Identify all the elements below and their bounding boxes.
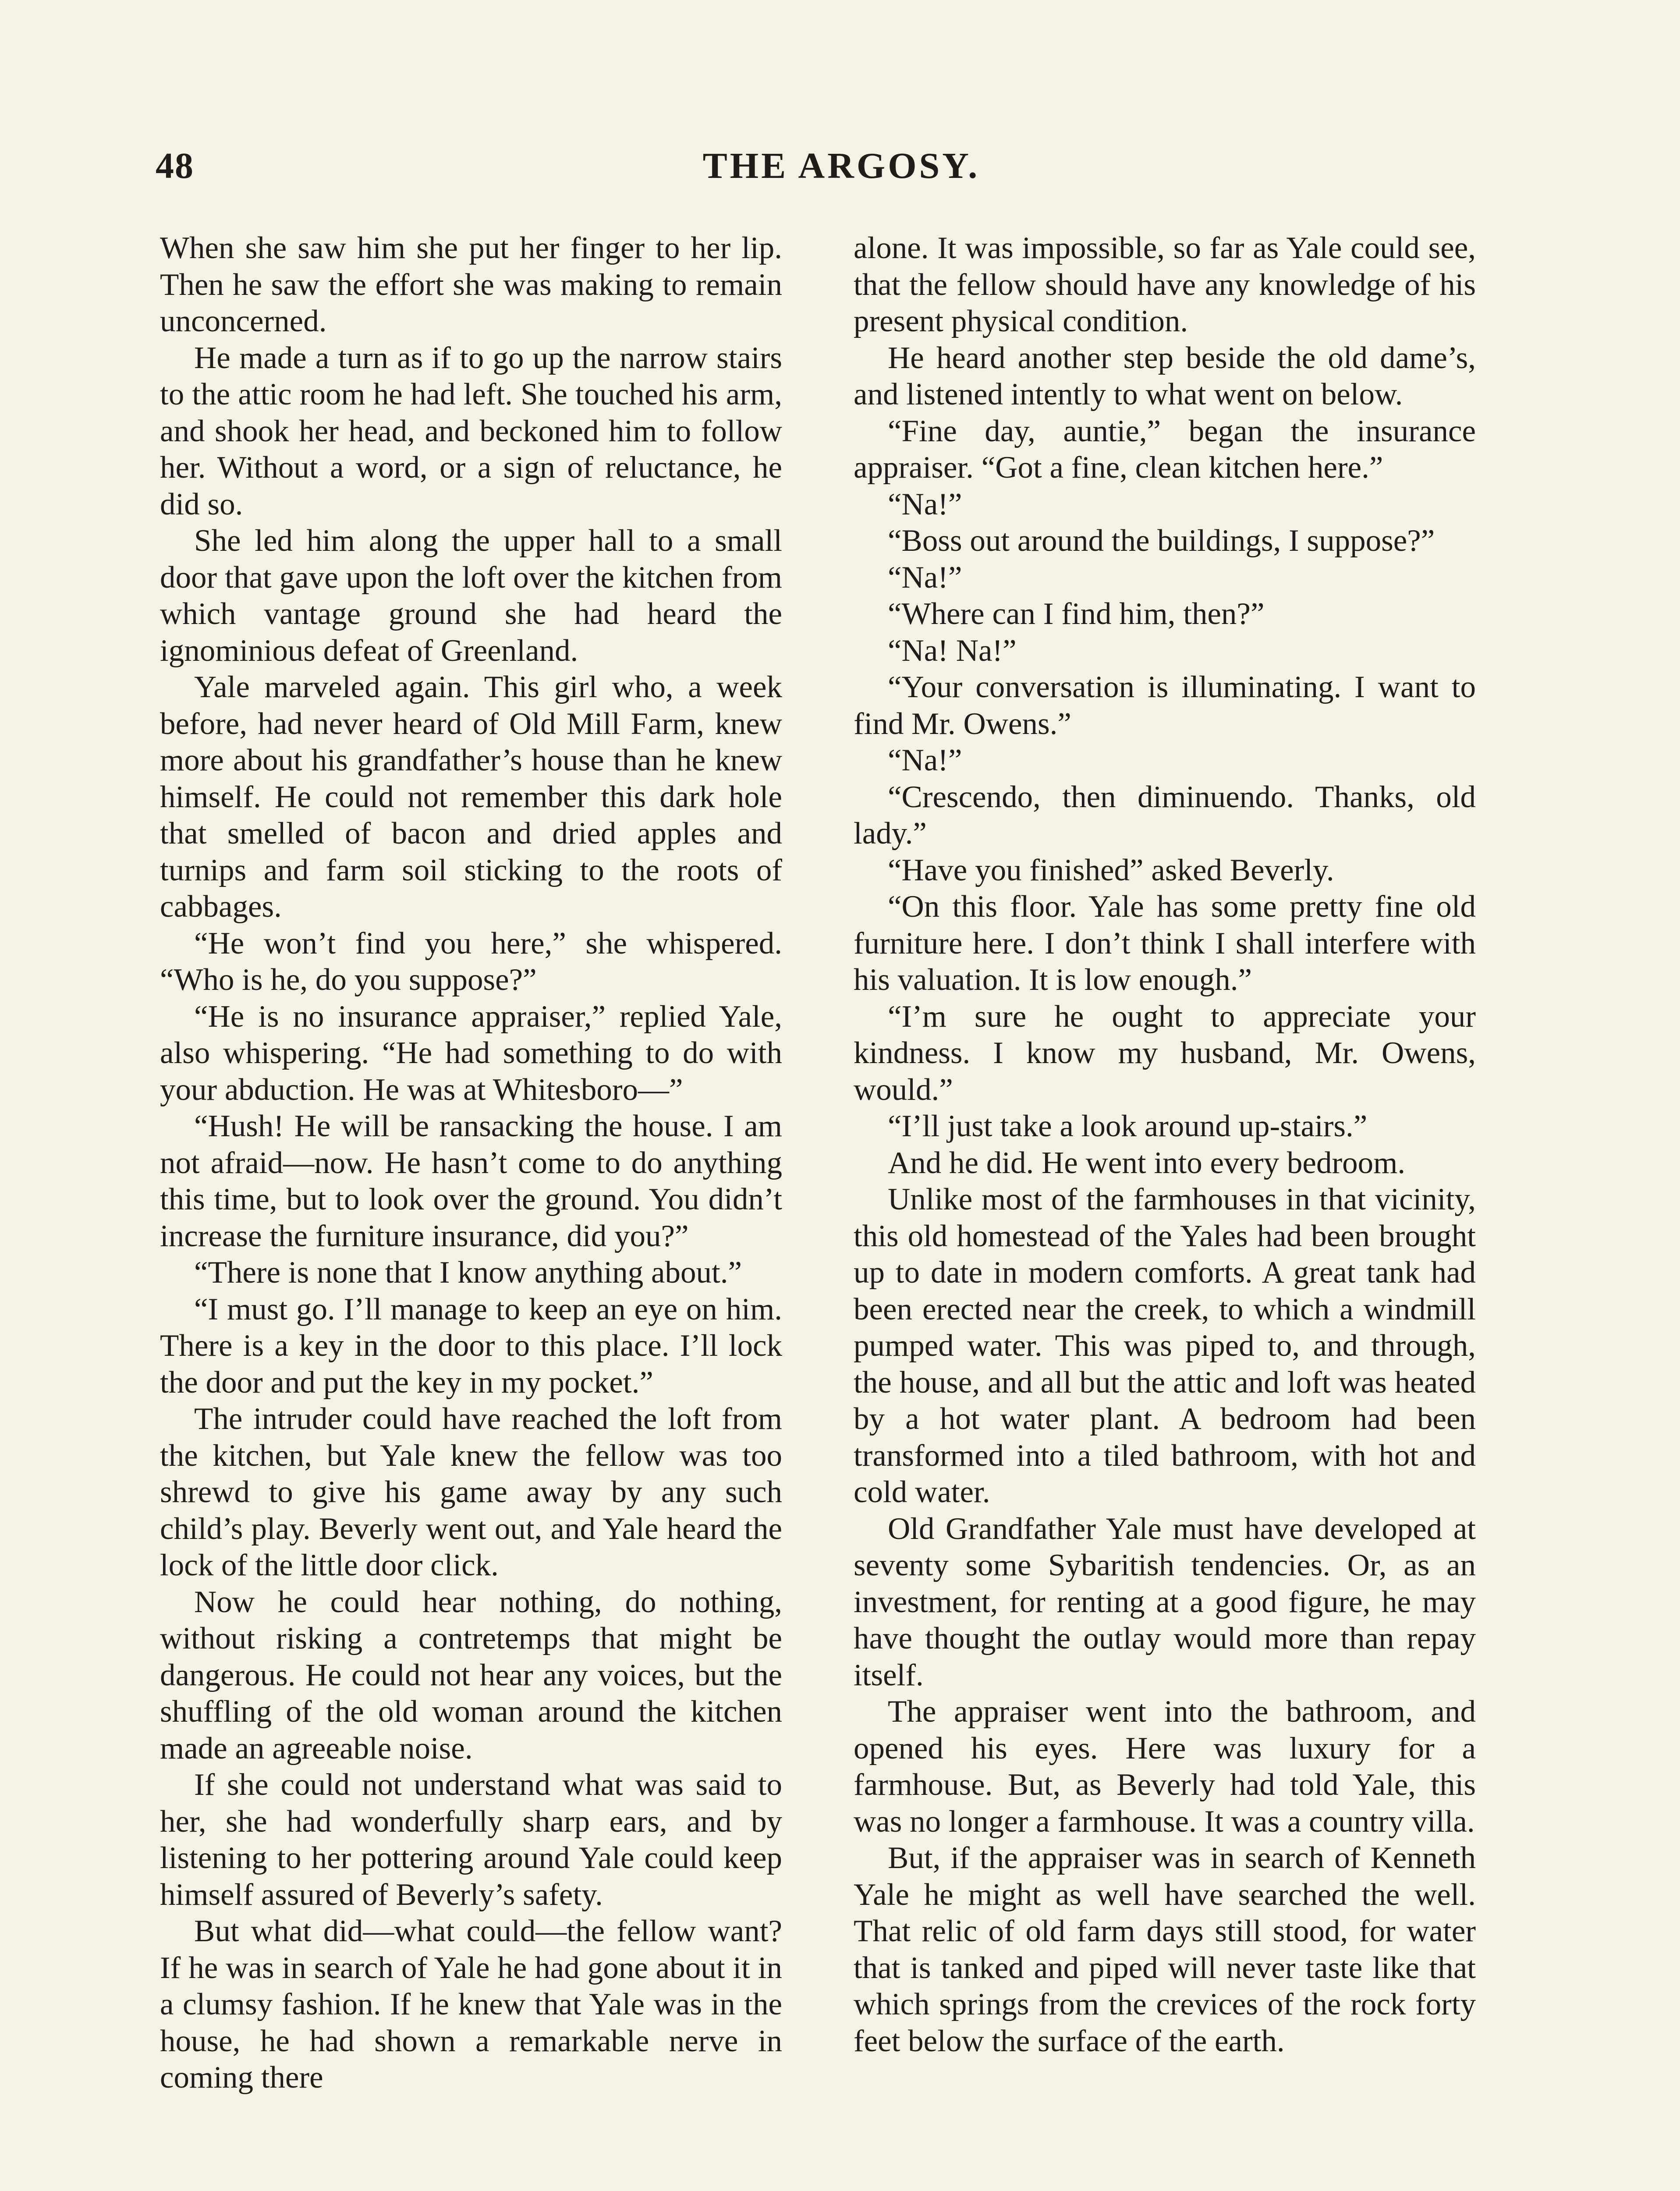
paragraph: “Na!” — [888, 743, 962, 777]
paragraph: The intruder could have reached the loft from the kitchen, but Yale knew the fellow was too shrewd to give his game away by any such child’s play. Beverly went out, and Yale heard the lock of the little door click. — [160, 1402, 782, 1582]
paragraph: But what did—what could—the fellow want? If he was in search of Yale he had gone about it in a clumsy fashion. If he knew that Yale was in the house, he had shown a remarkable nerve in coming there — [160, 1914, 782, 2095]
paragraph: But, if the appraiser was in search of Kenneth Yale he might as well have searched the well. That relic of old farm days still stood, for water that is tanked and piped will never taste like that which springs from the crevices of the rock forty feet below the surface of the earth. — [854, 1841, 1476, 2058]
paragraph: “Fine day, auntie,” began the insurance appraiser. “Got a fine, clean kitchen here.” — [854, 414, 1476, 485]
paragraph: “There is none that I know anything about.” — [194, 1255, 742, 1290]
paragraph: He made a turn as if to go up the narrow stairs to the attic room he had left. She touched his arm, and shook her head, and beckoned him to follow her. Without a word, or a sign of reluctance, he did so. — [160, 340, 782, 521]
paragraph: Yale marveled again. This girl who, a week before, had never heard of Old Mill Farm, knew more about his grandfather’s house than he knew himself. He could not remember this dark hole that smelled of bacon and dried apples and turnips and farm soil sticking to the roots of cabbages. — [160, 670, 782, 924]
paragraph: “I must go. I’ll manage to keep an eye on him. There is a key in the door to this place. I’ll lock the door and put the key in my pocket.” — [160, 1292, 782, 1400]
page-header — [156, 145, 1527, 193]
paragraph: “Hush! He will be ransacking the house. I am not afraid—now. He hasn’t come to do anything this time, but to look over the ground. You didn’t increase the furniture insurance, did you?” — [160, 1109, 782, 1253]
paragraph: “Where can I find him, then?” — [888, 597, 1265, 631]
left-column — [160, 230, 782, 2096]
right-column — [854, 230, 1476, 2060]
paragraph: When she saw him she put her finger to her lip. Then he saw the effort she was making to remain unconcerned. — [160, 231, 782, 338]
paragraph: “Crescendo, then diminuendo. Thanks, old lady.” — [854, 780, 1476, 851]
paragraph: He heard another step beside the old dame’s, and listened intently to what went on below. — [854, 340, 1476, 411]
page-number: 48 — [156, 145, 194, 186]
paragraph: And he did. He went into every bedroom. — [888, 1145, 1406, 1180]
paragraph: “Your conversation is illuminating. I want to find Mr. Owens.” — [854, 670, 1476, 741]
paragraph: “Na!” — [888, 560, 962, 595]
paragraph: “He won’t find you here,” she whispered. “Who is he, do you suppose?” — [160, 926, 782, 997]
paragraph: “He is no insurance appraiser,” replied Yale, also whispering. “He had something to do with your abduction. He was at Whitesboro—” — [160, 999, 782, 1107]
paragraph: “On this floor. Yale has some pretty fine old furniture here. I don’t think I shall interfere with his valuation. It is low enough.” — [854, 890, 1476, 997]
paragraph: Old Grandfather Yale must have developed at seventy some Sybaritish tendencies. Or, as an investment, for renting at a good figure, he may have thought the outlay would more than repay itself. — [854, 1511, 1476, 1692]
paragraph: “Na!” — [888, 487, 962, 521]
paragraph: If she could not understand what was said to her, she had wonderfully sharp ears, and by listening to her pottering around Yale could keep himself assured of Beverly’s safety. — [160, 1768, 782, 1912]
running-head: THE ARGOSY. — [702, 145, 980, 186]
paragraph: “I’ll just take a look around up-stairs.” — [888, 1109, 1368, 1143]
paragraph: She led him along the upper hall to a small door that gave upon the loft over the kitchen from which vantage ground she had heard the ignominious defeat of Greenland. — [160, 524, 782, 668]
paragraph: “Boss out around the buildings, I suppose?” — [888, 524, 1435, 558]
paragraph: alone. It was impossible, so far as Yale could see, that the fellow should have any knowledge of his present physical condition. — [854, 231, 1476, 338]
paragraph: The appraiser went into the bathroom, and opened his eyes. Here was luxury for a farmhouse. But, as Beverly had told Yale, this was no longer a farmhouse. It was a country villa. — [854, 1695, 1476, 1839]
paragraph: “Have you finished” asked Beverly. — [888, 853, 1334, 887]
paragraph: Now he could hear nothing, do nothing, without risking a contretemps that might be dangerous. He could not hear any voices, but the shuffling of the old woman around the kitchen made an agreeable noise. — [160, 1585, 782, 1766]
paragraph: “Na! Na!” — [888, 633, 1017, 668]
paragraph: “I’m sure he ought to appreciate your kindness. I know my husband, Mr. Owens, would.” — [854, 999, 1476, 1107]
paragraph: Unlike most of the farmhouses in that vicinity, this old homestead of the Yales had been brought up to date in modern comforts. A great tank had been erected near the creek, to which a windmill pumped water. This was piped to, and through, the house, and all but the attic and loft was heated by a hot water plant. A bedroom had been transformed into a tiled bathroom, with hot and cold water. — [854, 1182, 1476, 1509]
